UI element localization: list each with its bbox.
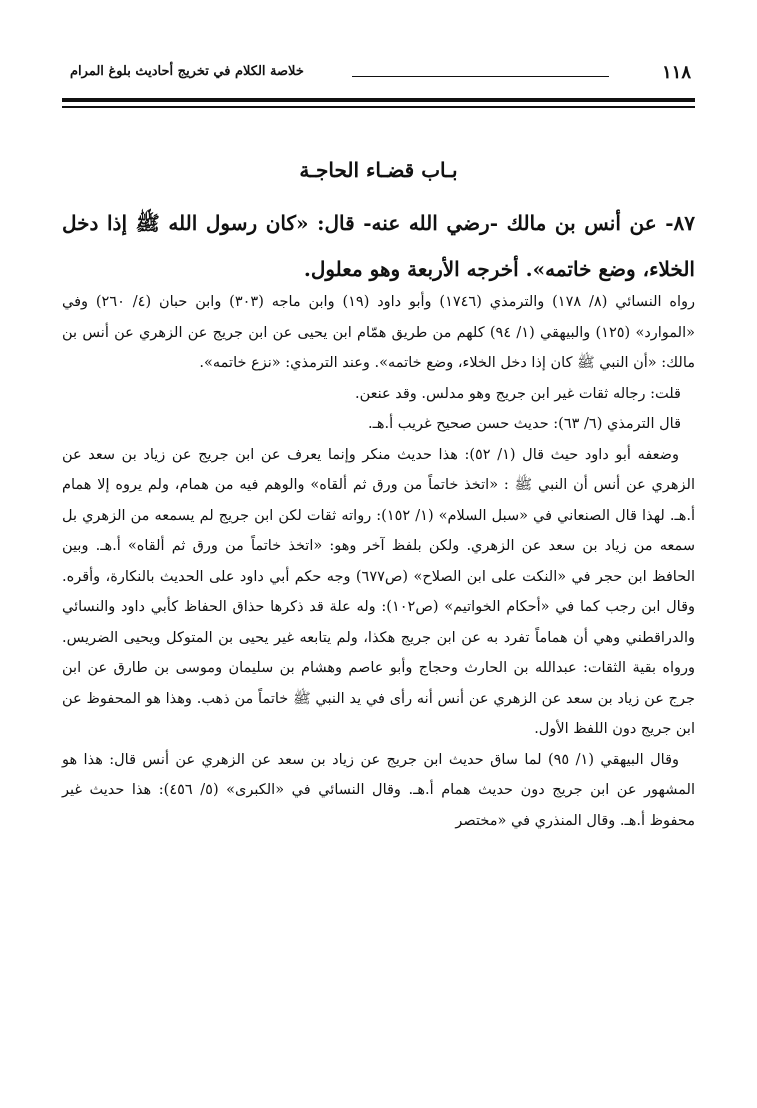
page-header [62,60,695,86]
header-rule-thin [62,106,695,108]
commentary [62,287,695,836]
hadith-text: ٨٧- عن أنس بن مالك -رضي الله عنه- قال: «كان رسول الله ﷺ إذا دخل الخلاء، وضع خاتمه». أخرجه الأربعة وهو معلول. [62,211,695,281]
header-divider-line [352,76,609,77]
chapter-title: بـاب قضـاء الحاجـة [299,158,458,182]
paragraph-abu-dawud: وضعفه أبو داود حيث قال (١/ ٥٢): هذا حديث منكر وإنما يعرف عن ابن جريج عن زياد بن سعد عن الزهري عن أنس أن النبي ﷺ : «اتخذ خاتماً من ورق ثم ألقاه» والوهم فيه من همام، ولم يروه إلا همام أ.هـ. لهذا قال الصنعاني في «سبل السلام» (١/ ١٥٢): رواته ثقات لكن ابن جريج لم يسمعه من الزهري بل سمعه من زياد بن سعد عن الزهري. ولكن بلفظ آخر وهو: «اتخذ خاتماً من ورق ثم ألقاه» أ.هـ. وبين الحافظ ابن حجر في «النكت على ابن الصلاح» (ص٦٧٧) وجه حكم أبي داود على الحديث بالنكارة، وأقره. وقال ابن رجب كما في «أحكام الخواتيم» (ص١٠٢): وله علة قد ذكرها حذاق الحفاظ كأبي داود والنسائي والدراقطني وهي أن هماماً تفرد به عن ابن جريج هكذا، ولم يتابعه غير يحيى بن المتوكل ويحيى الضريس. ورواه بقية الثقات: عبدالله بن الحارث وحجاج وأبو عاصم وهشام بن سليمان وموسى بن طارق عن ابن جرج عن زياد بن سعد عن الزهري عن أنس أنه رأى في يد النبي ﷺ خاتماً من ذهب. وهذا هو المحفوظ عن ابن جريج دون اللفظ الأول. [62,446,696,737]
running-title: خلاصة الكلام في تخريج أحاديث بلوغ المرام [70,64,304,79]
paragraph-tirmidhi: قال الترمذي (٦/ ٦٣): حديث حسن صحيح غريب أ.هـ. [368,416,681,432]
paragraph-note: قلت: رجاله ثقات غير ابن جريج وهو مدلس. وقد عنعن. [354,385,681,402]
paragraph-bayhaqi: وقال البيهقي (١/ ٩٥) لما ساق حديث ابن جريج عن زياد بن سعد عن الزهري عن أنس قال: هذا هو المشهور عن ابن جريج دون حديث همام أ.هـ. وقال النسائي في «الكبرى» (٥/ ٤٥٦): هذا حديث غير محفوظ أ.هـ. وقال المنذري في «مختصر [62,751,695,829]
paragraph-takhrij: رواه النسائي (٨/ ١٧٨) والترمذي (١٧٤٦) وأبو داود (١٩) وابن ماجه (٣٠٣) وابن حبان (٤/ ٢٦٠) وفي «الموارد» (١٢٥) والبيهقي (١/ ٩٤) كلهم من طريق همّام ابن يحيى عن ابن جريج عن الزهري عن أنس بن مالك: «أن النبي ﷺ كان إذا دخل الخلاء، وضع خاتمه». وعند الترمذي: «نزع خاتمه». [62,294,696,371]
page-number: ١١٨ [661,62,691,83]
header-rule-thick [62,98,695,102]
